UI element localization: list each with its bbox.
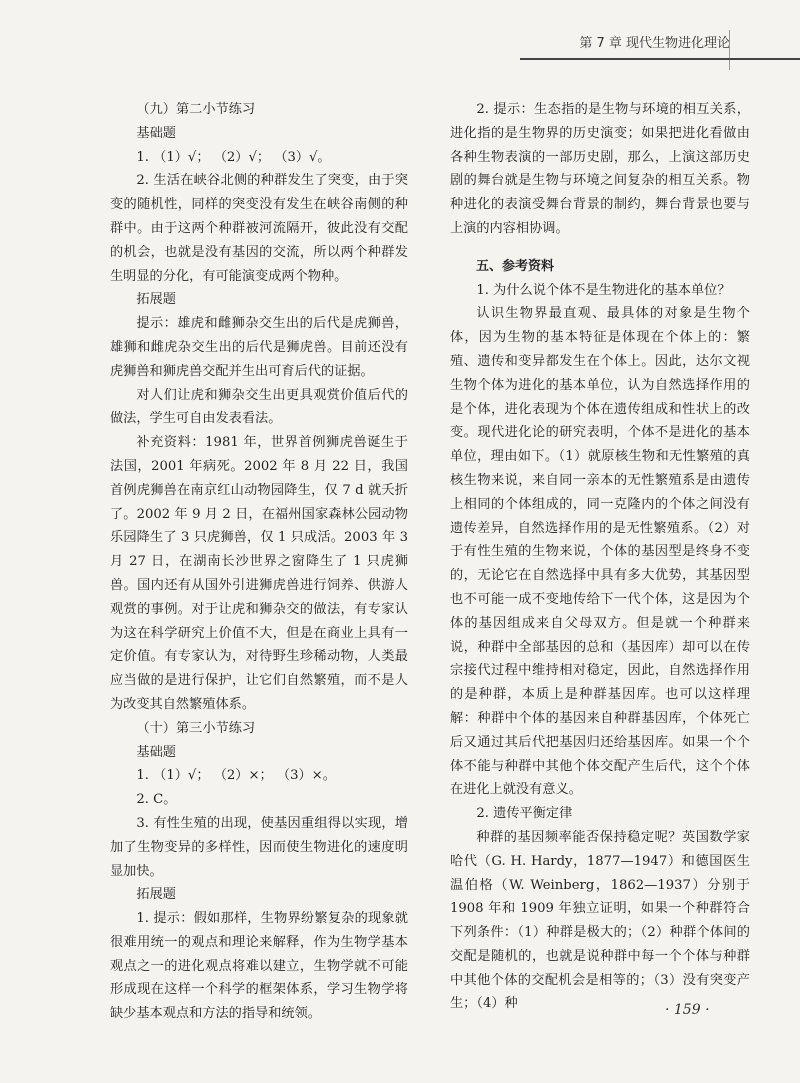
- chapter-title: 第 7 章 现代生物进化理论: [579, 36, 730, 51]
- subheading-basic: 基础题: [136, 125, 176, 141]
- answer-paragraph: 1. 提示：假如那样，生物界纷繁复杂的现象就很难用统一的观点和理论来解释，作为生物学基本观点之一的进化观点将难以建立，生物学就不可能形成现在这样一个科学的框架体系，学习生物学将缺少基本观点和方法的指导和统领。: [110, 911, 408, 1022]
- subheading-extension: 拓展题: [136, 292, 176, 308]
- answer-paragraph: 对人们让虎和狮杂交生出更具观赏价值后代的做法，学生可自由发表看法。: [110, 387, 408, 427]
- running-header: [520, 30, 800, 66]
- subheading-basic: 基础题: [136, 744, 176, 760]
- header-rule: [520, 58, 800, 60]
- right-column: [450, 98, 750, 1016]
- answer-paragraph: 1. （1）√； （2）√； （3）√。: [136, 149, 331, 165]
- left-column: [110, 98, 408, 1026]
- answer-paragraph: 2. 生活在峡谷北侧的种群发生了突变，由于突变的随机性，同样的突变没有发生在峡谷南侧的种群中。由于这两个种群被河流隔开，彼此没有交配的机会，也就是没有基因的交流，所以两个种群发生明显的分化，有可能演变成两个物种。: [110, 173, 408, 284]
- answer-paragraph: 2. 提示：生态指的是生物与环境的相互关系，进化指的是生物界的历史演变；如果把进化看做由各种生物表演的一部历史剧，那么，上演这部历史剧的舞台就是生物与环境之间复杂的相互关系。物种进化的表演受舞台背景的制约，舞台背景也要与上演的内容相协调。: [450, 102, 750, 236]
- reference-paragraph: 认识生物界最直观、最具体的对象是生物个体，因为生物的基本特征是体现在个体上的：繁殖、遗传和变异都发生在个体上。因此，达尔文视生物个体为进化的基本单位，认为自然选择作用的是个体，进化表现为个体在遗传组成和性状上的改变。现代进化论的研究表明，个体不是进化的基本单位，理由如下。（1）就原核生物和无性繁殖的真核生物来说，来自同一亲本的无性繁殖系是由遗传上相同的个体组成的，同一克隆内的个体之间没有遗传差异，自然选择作用的是无性繁殖系。（2）对于有性生殖的生物来说，个体的基因型是终身不变的，无论它在自然选择中具有多大优势，其基因型也不可能一成不变地传给下一代个体，这是因为个体的基因组成来自父母双方。但是就一个种群来说，种群中全部基因的总和（基因库）却可以在传宗接代过程中维持相对稳定，因此，自然选择作用的是种群，本质上是种群基因库。也可以这样理解：种群中个体的基因来自种群基因库，个体死亡后又通过其后代把基因归还给基因库。如果一个个体不能与种群中其他个体交配产生后代，这个个体在进化上就没有意义。: [450, 306, 750, 798]
- answer-paragraph: 2. C。: [136, 792, 177, 808]
- answer-paragraph: 3. 有性生殖的出现，使基因重组得以实现，增加了生物变异的多样性，因而使生物进化的速度明显加快。: [110, 815, 408, 879]
- subheading-extension: 拓展题: [136, 887, 176, 903]
- page-number: · 159 ·: [665, 1002, 710, 1018]
- supplementary-paragraph: 补充资料：1981 年，世界首例狮虎兽诞生于法国，2001 年病死。2002 年 8 月 22 日，我国首例虎狮兽在南京红山动物园降生，仅 7 d 就夭折了。2002 年 9 月 2 日，在福州国家森林公园动物乐园降生了 3 只虎狮兽，仅 1 只成活。2003 年 3 月 27 日，在湖南长沙世界之窗降生了 1 只虎狮兽。国内还有从国外引进狮虎兽进行饲养、供游人观赏的事例。对于让虎和狮杂交的做法，有专家认为这在科学研究上价值不大，但是在商业上具有一定价值。有专家认为，对待野生珍稀动物，人类最应当做的是进行保护，让它们自然繁殖，而不是人为改变其自然繁殖体系。: [110, 435, 408, 712]
- answer-paragraph: 提示：雄虎和雌狮杂交生出的后代是虎狮兽，雄狮和雌虎杂交生出的后代是狮虎兽。目前还没有虎狮兽和狮虎兽交配并生出可育后代的证据。: [110, 316, 408, 379]
- question-heading: 2. 遗传平衡定律: [476, 806, 573, 822]
- section-heading: （十）第三小节练习: [136, 720, 256, 736]
- section-heading: （九）第二小节练习: [136, 102, 256, 117]
- reference-paragraph: 种群的基因频率能否保持稳定呢？英国数学家哈代（G. H. Hardy，1877—1947）和德国医生温伯格（W. Weinberg，1862—1937）分别于 1908 年和 1909 年独立证明，如果一个种群符合下列条件：（1）种群是极大的；（2）种群个体间的交配是随机的，也就是说种群中每一个个体与种群中其他个体的交配机会是相等的；（3）没有突变产生；（4）种: [450, 829, 750, 1012]
- section-heading: 五、参考资料: [476, 258, 555, 274]
- header-divider: [729, 30, 730, 70]
- answer-paragraph: 1. （1）√； （2）×； （3）×。: [136, 768, 336, 784]
- question-heading: 1. 为什么说个体不是生物进化的基本单位？: [476, 282, 731, 298]
